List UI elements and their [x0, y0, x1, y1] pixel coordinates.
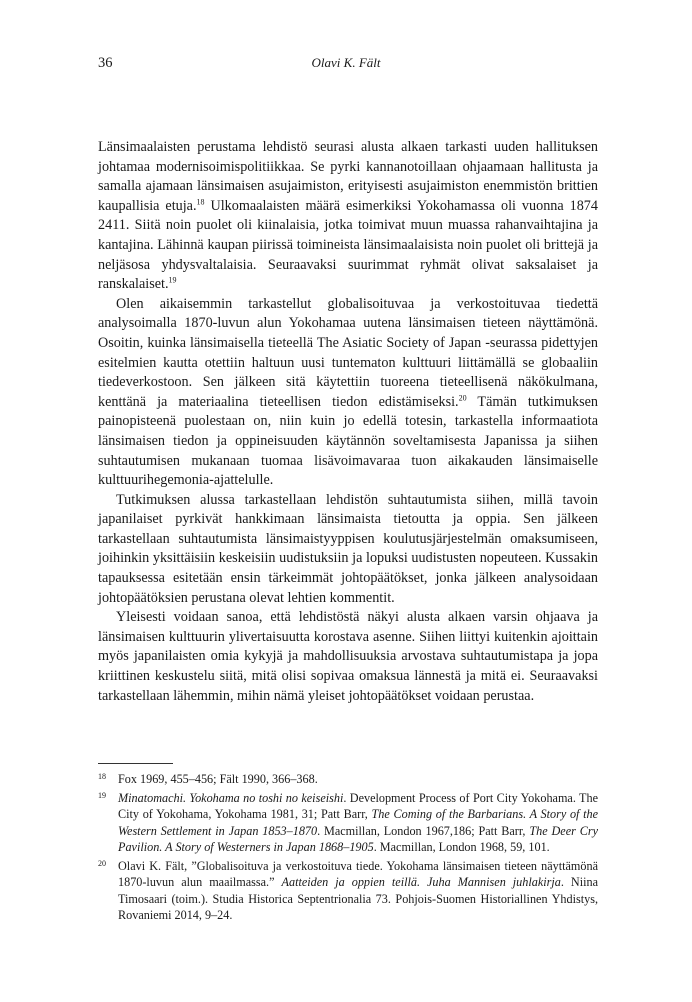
footnote-number: 18: [98, 772, 106, 781]
footnote-title: Minatomachi. Yokohama no toshi no keiseishi: [118, 790, 344, 805]
footnote-text: . Development Process of Port City Yokohama. The City of Yokohama, Yokohama 1981, 31; Patt Barr,: [118, 790, 599, 821]
page-number: 36: [98, 55, 113, 71]
footnote-ref-18: 18: [196, 197, 205, 207]
paragraph-2-text-b: Tämän tutkimuksen painopisteenä puolestaan on, niin kuin jo edellä totesin, tarkastella informaatiota länsimaisen tiedon ja oppineisuuden käytännön soveltamisesta Japanissa ja siihen suhtautumisen mukanaan tuomaa lisävoimavaraa tuon aikakauden länsimaiselle kulttuurihegemonia-ajattelulle.: [98, 393, 599, 489]
footnote-separator: [98, 763, 173, 764]
footnote-title: The Deer Cry Pavilion. A Story of Westerners in Japan 1868–1905: [118, 823, 598, 854]
footnote-number: 19: [98, 790, 106, 800]
paragraph-2: [98, 295, 598, 491]
page-header: [0, 55, 692, 75]
footnotes: [98, 771, 598, 926]
paragraph-1: [98, 138, 598, 295]
footnote-title: The Coming of the Barbarians. A Story of the Western Settlement in Japan 1853–1870: [118, 807, 599, 838]
footnote-18: [98, 771, 598, 788]
body-text: [98, 138, 598, 706]
footnote-title: Aatteiden ja oppien teillä. Juha Mannisen juhlakirja: [281, 875, 561, 889]
footnote-text: Fox 1969, 455–456; Fält 1990, 366–368.: [118, 772, 318, 786]
footnote-text: Olavi K. Fält, ”Globalisoituva ja verkostoituva tiede. Yokohama länsimaisen tieteen näyttämönä 1870-luvun alun maailmassa.”: [118, 858, 598, 889]
footnote-text: . Macmillan, London 1967,186; Patt Barr,: [317, 823, 530, 838]
paragraph-1-text-a: Länsimaalaisten perustama lehdistö seurasi alusta alkaen tarkasti uuden hallituksen johtamaa modernisoimispolitiikkaa. Se pyrki kannanotoillaan ohjaamaan hallitusta ja samalla ajamaan länsimaisen asujaimiston, erityisesti asujaimiston enemmistön brittien kaupallisia etuja.: [98, 139, 598, 214]
footnote-text: . Niina Timosaari (toim.). Studia Historica Septentrionalia 73. Pohjois-Suomen Historiallinen Yhdistys, Rovaniemi 2014, 9–24.: [118, 875, 599, 922]
paragraph-2-text-a: Olen aikaisemmin tarkastellut globalisoituvaa ja verkostoituvaa tiedettä analysoimalla 1870-luvun alun Yokohamaa uutena länsimaisen tieteen näyttämönä. Osoitin, kuinka länsimaisella tieteellä The Asiatic Society of Japan -seurassa pidettyjen esitelmien kautta otettiin haltuun uusi tuntematon kulttuuri liittämällä se globaaliin tiedeverkostoon. Sen jälkeen sitä käytettiin tuoreena tieteellisenä näkökulmana, kenttänä ja materiaalina tieteellisen tiedon edistämiseksi.: [98, 295, 598, 410]
running-head: Olavi K. Fält: [311, 55, 381, 70]
footnote-text: . Macmillan, London 1968, 59, 101.: [373, 840, 550, 854]
footnote-ref-20: 20: [458, 392, 467, 402]
paragraph-3: Tutkimuksen alussa tarkastellaan lehdistön suhtautumista siihen, millä tavoin japanilaiset pyrkivät hankkimaan länsimaista tietoutta ja oppia. Sen jälkeen tarkastellaan suhtautumista länsimaistyyppisen koulutusjärjestelmän omaksumiseen, joihinkin yksittäisiin keskeisiin uudistuksiin ja lopuksi uudistusten nopeuteen. Kussakin tapauksessa esitetään ensin tärkeimmät johtopäätökset, jonka jälkeen analysoidaan johtopäätöksien perustana olevat lehtien kommentit.: [98, 491, 598, 606]
footnote-19: [98, 790, 598, 856]
footnote-number: 20: [98, 858, 106, 868]
paragraph-1-text-b: Ulkomaalaisten määrä esimerkiksi Yokohamassa oli vuonna 1874 2411. Siitä noin puolet oli kiinalaisia, jotka toimivat muun muassa rahanvaihtajina ja kantajina. Lähinnä kaupan piirissä toimineista länsimaalaisista noin puolet oli brittejä ja neljäsosa yhdysvaltalaisia. Seuraavaksi suurimmat ryhmät olivat saksalaiset ja ranskalaiset.: [98, 197, 598, 293]
footnote-ref-19: 19: [168, 275, 177, 285]
paragraph-4: Yleisesti voidaan sanoa, että lehdistöstä näkyi alusta alkaen varsin ohjaava ja länsimaisen kulttuurin ylivertaisuutta korostava asenne. Siihen liittyi kuitenkin ajoittain myös japanilaisten omia kykyjä ja mahdollisuuksia arvostava suhtautumistapa ja jopa kriittinen keskustelu siitä, mitä olisi sopivaa omaksua lännestä ja mitä ei. Seuraavaksi tarkastellaan lähemmin, mihin nämä yleiset johtopäätökset voidaan perustaa.: [98, 609, 598, 704]
footnote-20: [98, 858, 598, 924]
